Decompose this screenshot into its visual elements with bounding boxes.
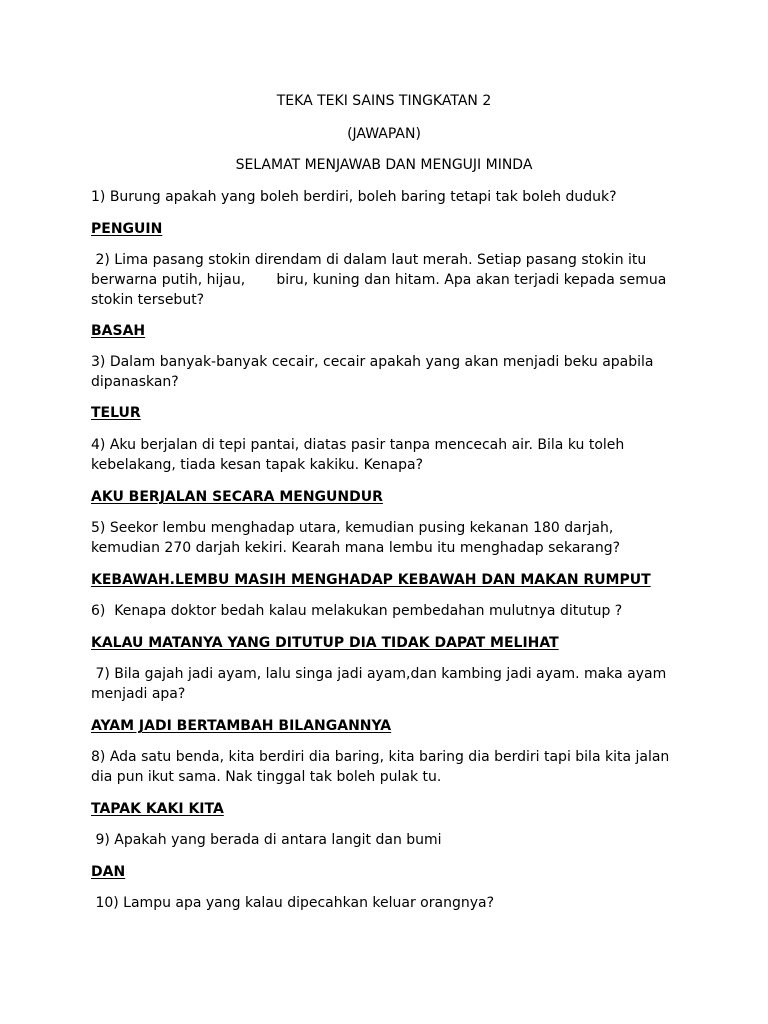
qa-item-4: [91, 435, 681, 475]
document-title: TEKA TEKI SAINS TINGKATAN 2: [276, 93, 492, 109]
qa-item-8: [91, 747, 681, 787]
question-8: 8) Ada satu benda, kita berdiri dia baring, kita baring dia berdiri tapi bila kita jalan dia pun ikut sama. Nak tinggal tak boleh pulak tu.: [91, 749, 670, 785]
question-1: 1) Burung apakah yang boleh berdiri, boleh baring tetapi tak boleh duduk?: [91, 189, 617, 205]
answer-2: BASAH: [91, 323, 146, 339]
answer-block-6: [91, 633, 681, 653]
question-5: 5) Seekor lembu menghadap utara, kemudian pusing kekanan 180 darjah, kemudian 270 darjah kekiri. Kearah mana lembu itu menghadap sekarang?: [91, 520, 621, 556]
answer-block-3: [91, 403, 681, 423]
answer-5: KEBAWAH.LEMBU MASIH MENGHADAP KEBAWAH DAN MAKAN RUMPUT: [91, 572, 651, 588]
question-10: 10) Lampu apa yang kalau dipecahkan keluar orangnya?: [91, 895, 494, 911]
qa-item-5: [91, 518, 681, 558]
answer-9: DAN: [91, 864, 126, 880]
question-7: 7) Bila gajah jadi ayam, lalu singa jadi ayam,dan kambing jadi ayam. maka ayam menjadi apa?: [91, 666, 667, 702]
answer-3: TELUR: [91, 405, 141, 421]
question-3: 3) Dalam banyak-banyak cecair, cecair apakah yang akan menjadi beku apabila dipanaskan?: [91, 354, 654, 390]
answer-block-9: [91, 862, 681, 882]
question-2: 2) Lima pasang stokin direndam di dalam laut merah. Setiap pasang stokin itu berwarna putih, hijau, biru, kuning dan hitam. Apa akan terjadi kepada semua stokin tersebut?: [91, 252, 667, 308]
answer-block-8: [91, 799, 681, 819]
answer-1: PENGUIN: [91, 221, 163, 237]
qa-item-6: [91, 601, 681, 621]
document-subtitle: (JAWAPAN): [347, 126, 421, 142]
qa-item-2: [91, 250, 681, 310]
answer-block-1: [91, 219, 681, 239]
answer-6: KALAU MATANYA YANG DITUTUP DIA TIDAK DAPAT MELIHAT: [91, 635, 559, 651]
qa-item-1: [91, 187, 681, 207]
document-tagline: SELAMAT MENJAWAB DAN MENGUJI MINDA: [235, 157, 533, 173]
answer-block-4: [91, 487, 681, 507]
qa-item-9: [91, 830, 681, 850]
answer-block-5: [91, 570, 681, 590]
qa-item-10: [91, 893, 681, 913]
answer-8: TAPAK KAKI KITA: [91, 801, 224, 817]
answer-block-2: [91, 321, 681, 341]
qa-item-3: [91, 352, 681, 392]
qa-item-7: [91, 664, 681, 704]
answer-block-7: [91, 716, 681, 736]
question-4: 4) Aku berjalan di tepi pantai, diatas pasir tanpa mencecah air. Bila ku toleh kebelakang, tiada kesan tapak kakiku. Kenapa?: [91, 437, 625, 473]
answer-4: AKU BERJALAN SECARA MENGUNDUR: [91, 489, 383, 505]
question-6: 6) Kenapa doktor bedah kalau melakukan pembedahan mulutnya ditutup ?: [91, 603, 623, 619]
answer-7: AYAM JADI BERTAMBAH BILANGANNYA: [91, 718, 392, 734]
question-9: 9) Apakah yang berada di antara langit dan bumi: [91, 832, 442, 848]
